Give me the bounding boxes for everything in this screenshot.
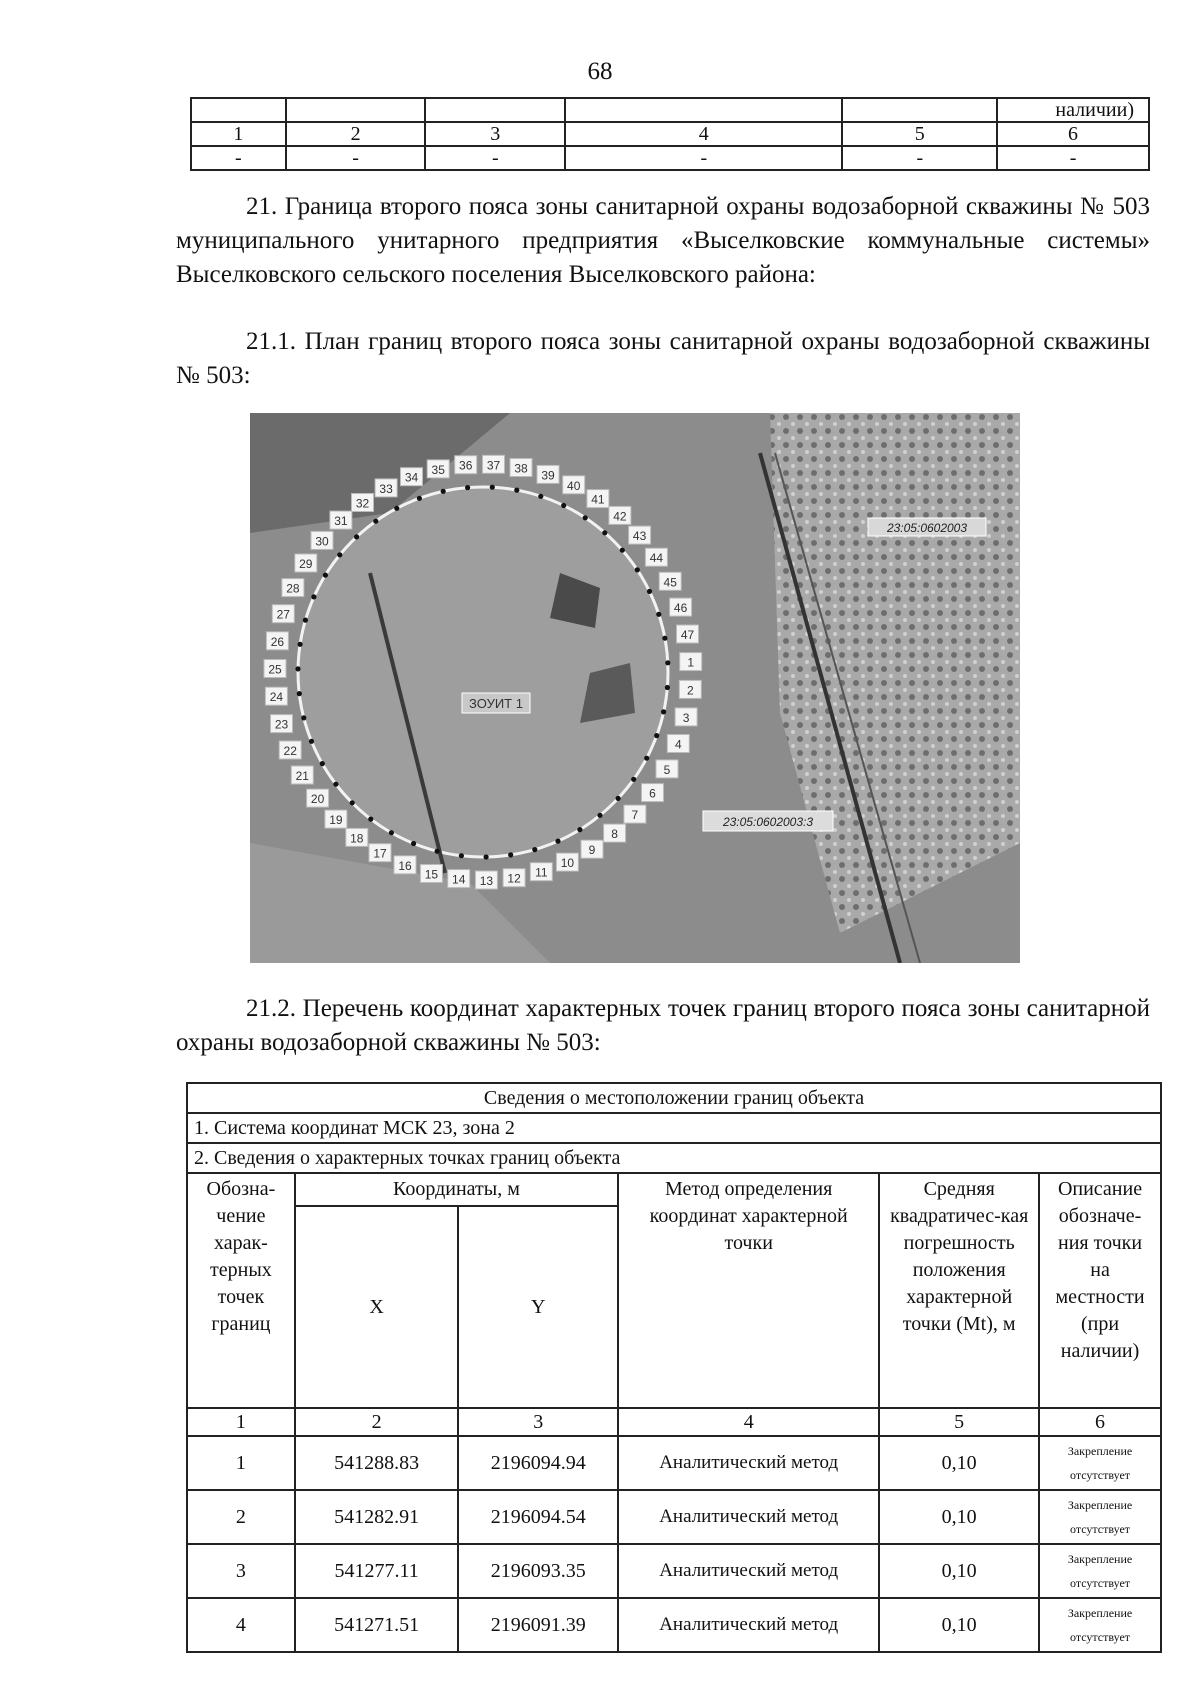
header-error: Средняя квадратичес-кая погрешность положения характерной точки (Mt), м (879, 1173, 1039, 1408)
boundary-point (561, 503, 566, 508)
point-label: 18 (350, 831, 364, 846)
header-y: Y (458, 1206, 618, 1408)
coord-x: 541271.51 (295, 1598, 459, 1652)
column-number: 4 (618, 1408, 879, 1436)
coord-x: 541277.11 (295, 1544, 459, 1598)
subsection-coordinates: 21.2. Перечень координат характерных точек границ второго пояса зоны санитарной охраны водозаборной скважины № 503: (176, 995, 1150, 1056)
boundary-plan-map (250, 413, 1020, 963)
boundary-point (459, 853, 464, 858)
point-label: 45 (663, 575, 677, 590)
boundary-point (661, 709, 666, 714)
coordinates-table (186, 1082, 1162, 1653)
table-row (187, 1490, 1161, 1544)
point-label: 14 (452, 872, 466, 887)
table-cell: - (842, 146, 997, 170)
point-label: 13 (479, 874, 494, 888)
boundary-point (577, 827, 582, 832)
point-label: 30 (315, 534, 329, 549)
boundary-point (644, 756, 649, 761)
mt-error: 0,10 (879, 1436, 1039, 1490)
point-id: 3 (187, 1544, 295, 1598)
method: Аналитический метод (618, 1436, 879, 1490)
boundary-point (323, 573, 328, 578)
boundary-point (417, 496, 422, 501)
column-number: 4 (565, 122, 842, 146)
point-label: 44 (649, 551, 664, 566)
boundary-point (602, 530, 607, 535)
table-header-row (187, 1173, 1161, 1206)
boundary-point (662, 636, 667, 641)
boundary-point (303, 618, 308, 623)
point-label: 9 (588, 843, 596, 858)
boundary-point (298, 642, 303, 647)
point-label: 43 (632, 529, 647, 544)
zone-label: ЗОУИТ 1 (469, 696, 523, 711)
table-title-row (187, 1083, 1161, 1113)
table-cell: - (191, 146, 286, 170)
point-label: 40 (567, 478, 581, 493)
point-label: 33 (379, 481, 393, 496)
table-title: Сведения о местоположении границ объекта (187, 1083, 1161, 1113)
point-label: 20 (310, 792, 325, 807)
coord-y: 2196093.35 (458, 1544, 618, 1598)
boundary-point (309, 739, 314, 744)
point-label: 10 (560, 856, 575, 871)
table-row (191, 98, 1149, 122)
boundary-point (583, 515, 588, 520)
page-number: 68 (587, 58, 613, 85)
point-label: 42 (613, 509, 627, 524)
column-number: 2 (286, 122, 426, 146)
boundary-point (656, 612, 661, 617)
point-label: 16 (398, 858, 412, 873)
subsection-plan: 21.1. План границ второго пояса зоны санитарной охраны водозаборной скважины № 503: (176, 328, 1150, 389)
column-number: 5 (842, 122, 997, 146)
previous-coordinates-table-tail (190, 97, 1150, 171)
parcel-label-mid: 23:05:0602003:3 (722, 815, 814, 829)
boundary-point (337, 552, 342, 557)
point-description: Закрепление отсутствует (1039, 1436, 1161, 1490)
boundary-point (631, 777, 636, 782)
point-label: 26 (270, 634, 285, 649)
table-points-heading-row (187, 1143, 1161, 1173)
method: Аналитический метод (618, 1598, 879, 1652)
boundary-point (635, 567, 640, 572)
point-label: 17 (373, 846, 387, 861)
point-label: 37 (486, 458, 501, 473)
point-label: 21 (295, 769, 309, 783)
point-label: 5 (663, 762, 671, 777)
coord-x: 541282.91 (295, 1490, 459, 1544)
point-id: 2 (187, 1490, 295, 1544)
point-label: 3 (682, 710, 690, 725)
point-description: Закрепление отсутствует (1039, 1490, 1161, 1544)
coord-y: 2196094.54 (458, 1490, 618, 1544)
boundary-point (295, 666, 300, 671)
boundary-point (320, 761, 325, 766)
point-label: 29 (299, 557, 313, 571)
point-label: 25 (268, 662, 282, 677)
coord-y: 2196091.39 (458, 1598, 618, 1652)
header-x: X (295, 1206, 459, 1408)
header-designation: Обозна-чение харак-терных точек границ (187, 1173, 295, 1408)
boundary-point (394, 506, 399, 511)
mt-error: 0,10 (879, 1544, 1039, 1598)
point-label: 15 (424, 867, 439, 882)
boundary-point (389, 830, 394, 835)
boundary-point (354, 534, 359, 539)
boundary-point (333, 782, 338, 787)
boundary-point (532, 847, 537, 852)
point-label: 39 (541, 468, 555, 483)
header-tail-text: наличии) (997, 98, 1149, 122)
boundary-point (441, 489, 446, 494)
boundary-point (411, 841, 416, 846)
point-label: 23 (274, 717, 289, 732)
header-method: Метод определения координат характерной точки (618, 1173, 879, 1408)
boundary-point (665, 685, 670, 690)
header-description: Описание обозначе-ния точки на местности (при наличии) (1039, 1173, 1161, 1408)
point-label: 36 (459, 458, 473, 473)
zone-label-box (462, 693, 530, 713)
method: Аналитический метод (618, 1544, 879, 1598)
column-number: 6 (1039, 1408, 1161, 1436)
table-cell: - (565, 146, 842, 170)
coord-x: 541288.83 (295, 1436, 459, 1490)
point-label: 46 (673, 601, 688, 616)
boundary-point (616, 796, 621, 801)
point-label: 24 (269, 690, 284, 705)
column-number: 3 (425, 122, 565, 146)
parcel-label-top: 23:05:0602003 (886, 521, 968, 535)
point-label: 4 (674, 737, 682, 752)
parcel-label-top-box (868, 518, 986, 536)
point-label: 47 (680, 628, 695, 642)
boundary-point (435, 849, 440, 854)
point-label: 41 (591, 492, 605, 507)
column-number: 5 (879, 1408, 1039, 1436)
header-coordinates: Координаты, м (295, 1173, 618, 1206)
mt-error: 0,10 (879, 1490, 1039, 1544)
table-cell: - (997, 146, 1149, 170)
point-id: 4 (187, 1598, 295, 1652)
point-label: 35 (431, 462, 445, 477)
point-description: Закрепление отсутствует (1039, 1598, 1161, 1652)
point-label: 2 (686, 683, 694, 698)
boundary-point (514, 488, 519, 493)
coordinate-system: 1. Система координат МСК 23, зона 2 (187, 1113, 1161, 1143)
section-heading: 21. Граница второго пояса зоны санитарной охраны водозаборной скважины № 503 муниципального унитарного предприятия «Выселковские коммунальные системы» Выселковского сельского поселения Выселковского района: (176, 193, 1150, 288)
point-label: 22 (283, 744, 297, 758)
boundary-point (654, 733, 659, 738)
point-label: 34 (404, 470, 419, 485)
point-label: 7 (631, 808, 639, 823)
table-row (187, 1598, 1161, 1652)
point-label: 31 (334, 514, 348, 529)
column-number: 1 (191, 122, 286, 146)
boundary-point (350, 800, 355, 805)
boundary-point (297, 691, 302, 696)
parcel-label-mid-box (703, 811, 833, 831)
method: Аналитический метод (618, 1490, 879, 1544)
boundary-point (311, 594, 316, 599)
boundary-point (301, 715, 306, 720)
column-number: 3 (458, 1408, 618, 1436)
boundary-point (620, 548, 625, 553)
boundary-point (484, 854, 489, 859)
table-cell: - (286, 146, 426, 170)
boundary-point (465, 485, 470, 490)
boundary-point (665, 660, 670, 665)
point-label: 28 (286, 581, 300, 596)
boundary-point (597, 813, 602, 818)
point-id: 1 (187, 1436, 295, 1490)
boundary-point (508, 852, 513, 857)
coord-y: 2196094.94 (458, 1436, 618, 1490)
point-label: 19 (329, 813, 343, 828)
point-label: 8 (611, 827, 618, 842)
table-cell: - (425, 146, 565, 170)
table-row (187, 1544, 1161, 1598)
point-label: 27 (276, 607, 290, 622)
table-row (191, 146, 1149, 170)
column-numbers-row (187, 1408, 1161, 1436)
column-number: 1 (187, 1408, 295, 1436)
table-row (191, 122, 1149, 146)
table-row (187, 1436, 1161, 1490)
point-label: 38 (514, 461, 528, 476)
boundary-point (373, 519, 378, 524)
points-heading: 2. Сведения о характерных точках границ объекта (187, 1143, 1161, 1173)
boundary-point (538, 494, 543, 499)
point-label: 11 (535, 865, 548, 880)
map-svg (250, 413, 1020, 963)
boundary-point (647, 589, 652, 594)
table-system-row (187, 1113, 1161, 1143)
point-label: 32 (355, 496, 370, 511)
mt-error: 0,10 (879, 1598, 1039, 1652)
point-description: Закрепление отсутствует (1039, 1544, 1161, 1598)
boundary-point (555, 839, 560, 844)
boundary-point (368, 817, 373, 822)
column-number: 2 (295, 1408, 459, 1436)
point-label: 1 (687, 655, 695, 670)
boundary-point (490, 485, 495, 490)
point-label: 6 (649, 786, 656, 801)
column-number: 6 (997, 122, 1149, 146)
point-label: 12 (507, 871, 521, 886)
